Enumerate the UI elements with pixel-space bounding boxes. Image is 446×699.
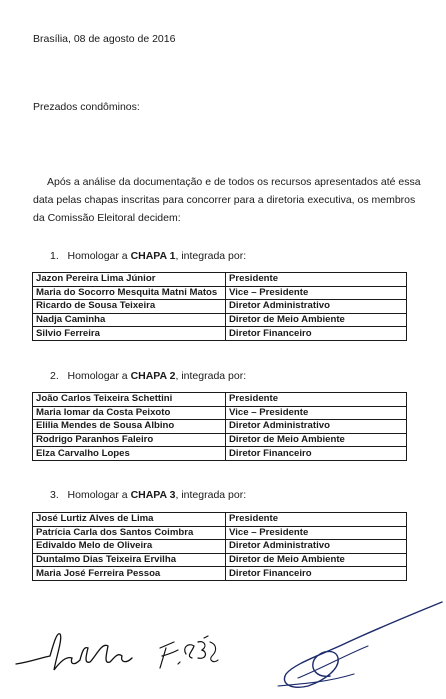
member-name: Ricardo de Sousa Teixeira (33, 300, 226, 314)
member-role: Vice – Presidente (226, 286, 407, 300)
table-row (33, 447, 407, 461)
chapa-label: CHAPA 3 (130, 489, 176, 501)
member-name: José Lurtiz Alves de Lima (33, 513, 226, 527)
chapa-1-table (32, 272, 407, 341)
chapa-2-table (32, 392, 407, 461)
item-3-heading (50, 489, 246, 501)
member-name: Edivaldo Melo de Oliveira (33, 540, 226, 554)
member-name: João Carlos Teixeira Schettini (33, 393, 226, 407)
member-role: Vice – Presidente (226, 406, 407, 420)
table-row (33, 406, 407, 420)
member-name: Nadja Caminha (33, 313, 226, 327)
member-name: Elilia Mendes de Sousa Albino (33, 420, 226, 434)
signature-right (258, 598, 444, 696)
item-number: 3. (50, 489, 59, 501)
member-role: Vice – Presidente (226, 526, 407, 540)
table-row (33, 300, 407, 314)
table-row (33, 393, 407, 407)
member-role: Diretor de Meio Ambiente (226, 553, 407, 567)
member-name: Elza Carvalho Lopes (33, 447, 226, 461)
chapa-3-table (32, 512, 407, 581)
signature-left (10, 612, 230, 687)
member-role: Diretor Administrativo (226, 300, 407, 314)
date-line: Brasília, 08 de agosto de 2016 (33, 33, 176, 45)
intro-paragraph (33, 173, 428, 227)
chapa-label: CHAPA 2 (130, 370, 176, 382)
member-name: Maria Iomar da Costa Peixoto (33, 406, 226, 420)
table-row (33, 273, 407, 287)
table-row (33, 540, 407, 554)
table-row (33, 567, 407, 581)
item-suffix: , integrada por: (175, 489, 247, 501)
item-prefix: Homologar a (67, 250, 131, 262)
item-suffix: , integrada por: (175, 250, 247, 262)
item-suffix: , integrada por: (175, 370, 247, 382)
member-name: Silvio Ferreira (33, 327, 226, 341)
member-name: Maria do Socorro Mesquita Matni Matos (33, 286, 226, 300)
table-row (33, 433, 407, 447)
member-role: Diretor de Meio Ambiente (226, 433, 407, 447)
item-prefix: Homologar a (67, 489, 131, 501)
table-row (33, 327, 407, 341)
member-name: Duntalmo Dias Teixeira Ervilha (33, 553, 226, 567)
member-role: Presidente (226, 393, 407, 407)
member-name: Patrícia Carla dos Santos Coimbra (33, 526, 226, 540)
item-1-heading (50, 250, 246, 262)
member-role: Presidente (226, 513, 407, 527)
item-number: 2. (50, 370, 59, 382)
item-2-heading (50, 370, 246, 382)
member-role: Presidente (226, 273, 407, 287)
member-role: Diretor Administrativo (226, 420, 407, 434)
table-row (33, 526, 407, 540)
table-row (33, 313, 407, 327)
item-prefix: Homologar a (67, 370, 131, 382)
table-row (33, 553, 407, 567)
member-role: Diretor de Meio Ambiente (226, 313, 407, 327)
member-role: Diretor Financeiro (226, 447, 407, 461)
table-row (33, 286, 407, 300)
item-number: 1. (50, 250, 59, 262)
table-row (33, 420, 407, 434)
table-row (33, 513, 407, 527)
member-name: Maria José Ferreira Pessoa (33, 567, 226, 581)
member-role: Diretor Financeiro (226, 327, 407, 341)
member-role: Diretor Financeiro (226, 567, 407, 581)
member-role: Diretor Administrativo (226, 540, 407, 554)
intro-text: Após a análise da documentação e de todos os recursos apresentados até essa data pelas chapas inscritas para concorrer para a diretoria executiva, os membros da Comissão Eleitoral decidem: (33, 176, 421, 224)
chapa-label: CHAPA 1 (130, 250, 176, 262)
member-name: Rodrigo Paranhos Faleiro (33, 433, 226, 447)
member-name: Jazon Pereira Lima Júnior (33, 273, 226, 287)
salutation: Prezados condôminos: (33, 101, 140, 113)
